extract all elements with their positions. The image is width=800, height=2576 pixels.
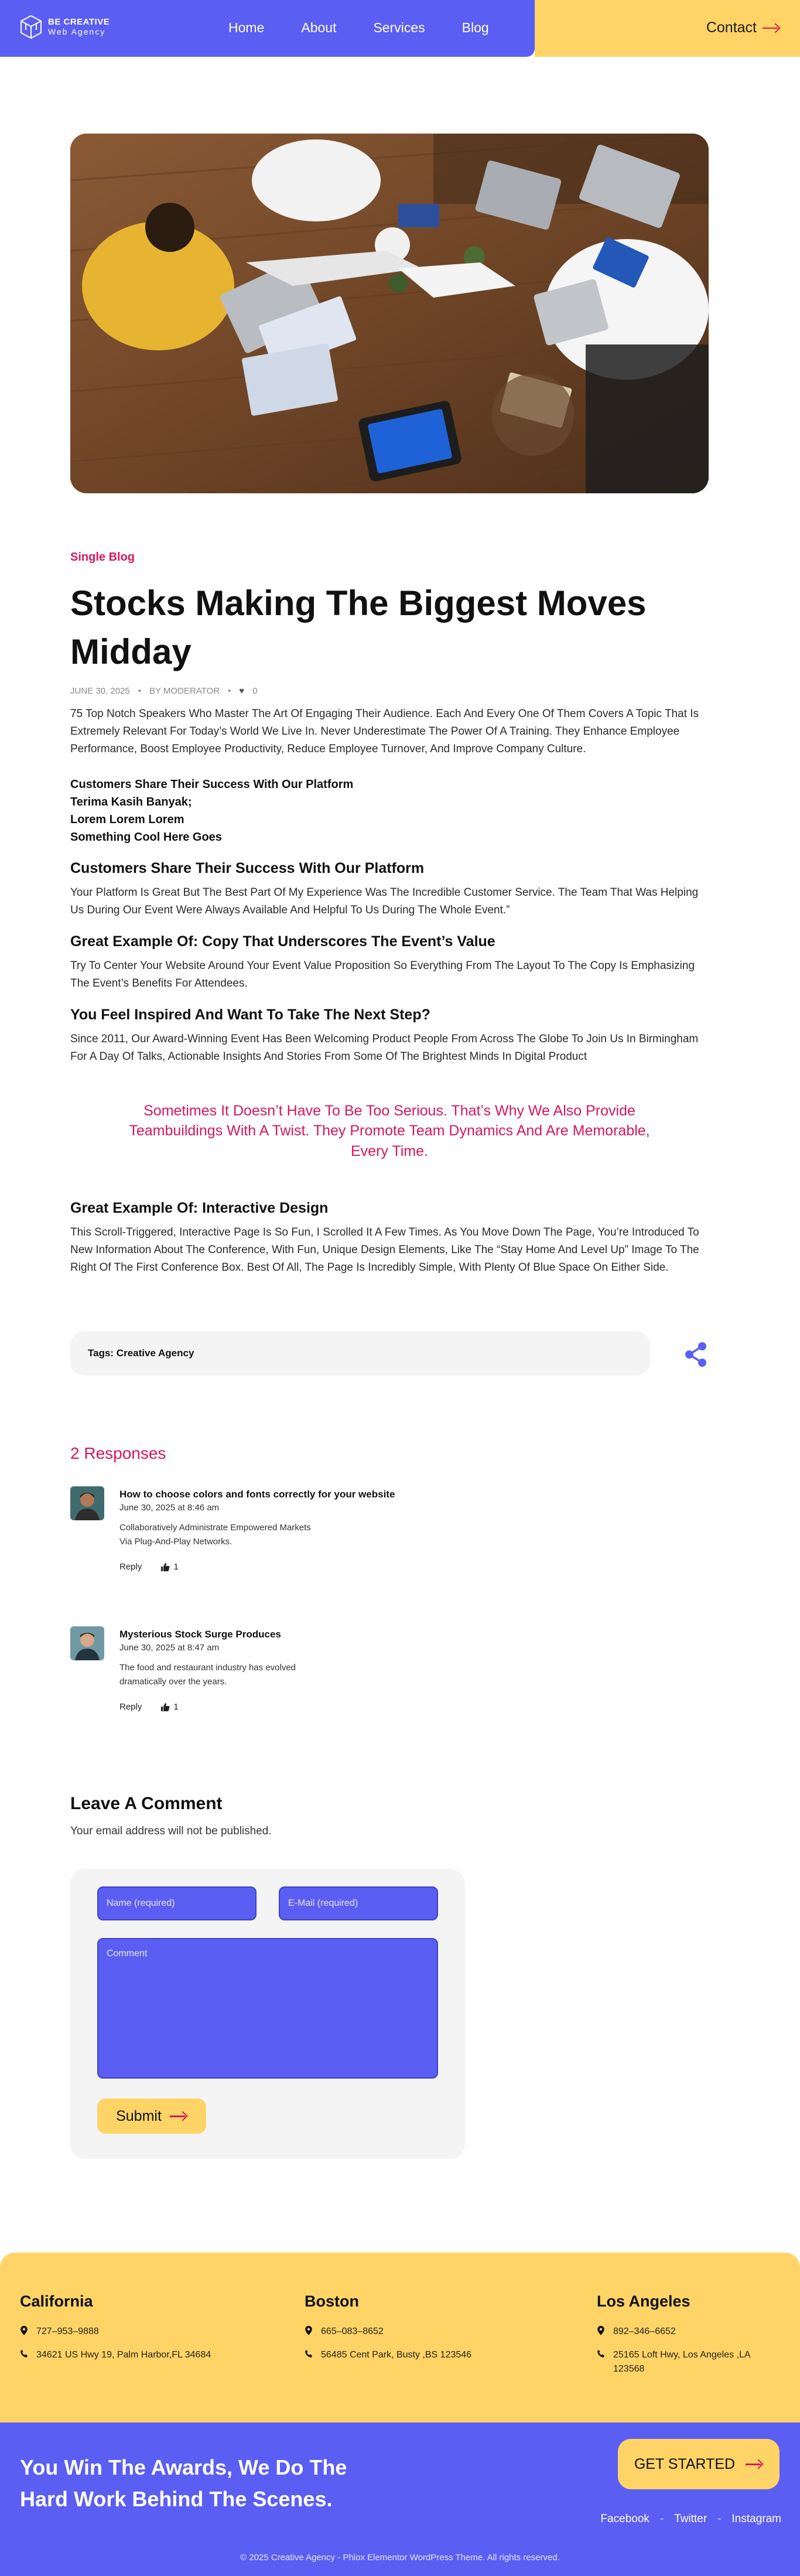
article-meta (70, 686, 709, 696)
phone-icon (20, 2349, 28, 2359)
section-text: Try To Center Your Website Around Your Event Value Proposition So Everything From The Layout To The Copy Is Emphasizing The Event’s Benefits For Attendees. (70, 959, 695, 990)
avatar (70, 1626, 104, 1660)
office-city: Los Angeles (597, 2292, 690, 2310)
arrow-right-icon (170, 2111, 187, 2121)
hero-image (70, 134, 709, 493)
thumbs-up-icon (160, 1562, 170, 1572)
bold-line: Lorem Lorem Lorem (70, 813, 184, 826)
footer-slogan: You Win The Awards, We Do The Hard Work Behind The Scenes. (20, 2455, 347, 2511)
bold-line: Terima Kasih Banyak; (70, 795, 192, 808)
bold-line: Customers Share Their Success With Our Platform (70, 777, 354, 791)
office-phone[interactable]: 727–953–9888 (36, 2326, 99, 2336)
location-pin-icon (597, 2326, 605, 2335)
avatar (70, 1486, 104, 1520)
office-phone[interactable]: 892–346–6652 (613, 2326, 676, 2336)
office-city: California (20, 2292, 93, 2310)
social-instagram[interactable]: Instagram (731, 2513, 781, 2525)
comment-date[interactable]: June 30, 2025 at 8:47 am (119, 1643, 220, 1653)
location-pin-icon (305, 2326, 313, 2335)
meta-separator: • (138, 685, 141, 696)
comment-form (70, 1869, 465, 2159)
meta-separator: • (228, 685, 231, 696)
office-phone[interactable]: 665–083–8652 (321, 2326, 384, 2336)
logo-cube-icon (20, 15, 42, 39)
section-heading: Great Example Of: Interactive Design (70, 1200, 329, 1217)
article-kicker: Single Blog (70, 551, 135, 564)
meeting-photo-illustration (70, 134, 709, 493)
article-intro: 75 Top Notch Speakers Who Master The Art Of Engaging Their Audience. Each And Every One Of Them Covers A Topic That Is Extremely Relevant For Today’s World We Live In. Never Underestimate The Power Of A Training. They Enhance Employee Performance, Boost Employee Productivity, Reduce Employee Turnover, And Improve Company Culture. (70, 707, 699, 755)
tags-label[interactable]: Tags: Creative Agency (88, 1347, 194, 1359)
office-california (20, 2292, 213, 2362)
pull-quote: Sometimes It Doesn’t Have To Be Too Serious. That’s Why We Also Provide Teambuildings With A Twist. They Promote Team Dynamics And Are Memorable, Every Time. (129, 1102, 650, 1159)
location-pin-icon (20, 2326, 28, 2335)
reply-button[interactable]: Reply (119, 1702, 142, 1712)
contact-label: Contact (706, 19, 757, 36)
section-heading: Customers Share Their Success With Our Platform (70, 859, 425, 876)
logo-title: BE CREATIVE (48, 17, 110, 28)
phone-icon (305, 2349, 313, 2359)
office-boston (305, 2292, 498, 2362)
main-nav (228, 20, 526, 36)
get-started-button[interactable] (618, 2439, 780, 2489)
name-input[interactable]: Name (required) (97, 1886, 257, 1920)
social-links (600, 2513, 781, 2526)
office-city: Boston (305, 2292, 359, 2310)
comment-text: Collaboratively Administrate Empowered Markets Via Plug-And-Play Networks. (119, 1523, 311, 1547)
section-text: Your Platform Is Great But The Best Part Of My Experience Was The Incredible Customer Service. The Team That Was Helping Us During Our Event Were Always Available And Helpful To Us During The Whole Event.” (70, 886, 699, 916)
office-address: 56485 Cent Park, Busty ,BS 123546 (321, 2350, 472, 2360)
office-address: 25165 Loft Hwy, Los Angeles ,LA 123568 (613, 2350, 750, 2374)
social-facebook[interactable]: Facebook (600, 2513, 649, 2525)
leave-comment-heading: Leave A Comment (70, 1794, 223, 1813)
like-count: 1 (173, 1702, 179, 1712)
bold-lines (70, 776, 709, 846)
email-input[interactable]: E-Mail (required) (279, 1886, 438, 1920)
share-icon[interactable] (684, 1342, 707, 1367)
footer-offices (0, 2253, 800, 2423)
logo[interactable] (20, 15, 110, 39)
article-author[interactable]: BY MODERATOR (149, 685, 220, 696)
heart-icon[interactable]: ♥ (239, 685, 245, 696)
social-separator: - (717, 2513, 722, 2525)
bold-line: Something Cool Here Goes (70, 830, 222, 844)
leave-comment-note: Your email address will not be published. (70, 1825, 272, 1837)
comment-text: The food and restaurant industry has evolved dramatically over the years. (119, 1663, 296, 1687)
like-button[interactable] (160, 1562, 178, 1572)
nav-blog[interactable]: Blog (461, 20, 489, 35)
submit-label: Submit (116, 2107, 162, 2124)
phone-icon (597, 2349, 605, 2359)
arrow-right-icon (763, 23, 780, 33)
contact-link[interactable] (706, 19, 780, 36)
social-twitter[interactable]: Twitter (674, 2513, 707, 2525)
office-address: 34621 US Hwy 19, Palm Harbor,FL 34684 (36, 2350, 211, 2360)
article-title: Stocks Making The Biggest Moves Midday (70, 584, 647, 671)
thumbs-up-icon (160, 1702, 170, 1712)
office-los-angeles (597, 2292, 772, 2376)
section-text: Since 2011, Our Award-Winning Event Has Been Welcoming Product People From Across The Globe To Join Us In Birmingham For A Day Of Talks, Actionable Insights And Stories From Some Of The Brightest Minds In Digital Product (70, 1032, 699, 1063)
section-text: This Scroll-Triggered, Interactive Page Is So Fun, I Scrolled It A Few Times. As You Move Down The Page, You’re Introduced To New Information About The Conference, With Fun, Unique Design Elements, Like The “Stay Home And Level Up” Image To The Right Of The First Conference Box. Best Of All, The Page Is Incredibly Simple, With Plenty Of Blue Space On Either Side. (70, 1226, 699, 1274)
section-heading: Great Example Of: Copy That Underscores The Event’s Value (70, 933, 495, 950)
header-contact-area (535, 0, 800, 57)
social-separator: - (659, 2513, 664, 2525)
like-count: 1 (173, 1562, 179, 1572)
blog-article (70, 551, 709, 1277)
logo-subtitle: Web Agency (48, 26, 106, 36)
submit-button[interactable] (97, 2099, 206, 2134)
site-header (0, 0, 800, 57)
tags-box (70, 1331, 650, 1376)
article-likes: 0 (252, 685, 258, 696)
comment-date[interactable]: June 30, 2025 at 8:46 am (119, 1503, 220, 1513)
section-heading: You Feel Inspired And Want To Take The Next Step? (70, 1006, 430, 1023)
responses-heading: 2 Responses (70, 1444, 166, 1462)
header-nav-area (0, 0, 535, 57)
nav-services[interactable]: Services (373, 20, 425, 35)
article-date[interactable]: JUNE 30, 2025 (70, 685, 130, 696)
reply-button[interactable]: Reply (119, 1562, 142, 1572)
get-started-label: GET STARTED (634, 2455, 736, 2472)
copyright: © 2025 Creative Agency - Phlox Elementor WordPress Theme. All rights reserved. (240, 2553, 560, 2563)
comment-title[interactable]: How to choose colors and fonts correctly for your website (119, 1489, 395, 1500)
nav-about[interactable]: About (301, 20, 337, 35)
like-button[interactable] (160, 1702, 178, 1712)
nav-home[interactable]: Home (228, 20, 265, 35)
arrow-right-icon (746, 2459, 763, 2469)
comment-title[interactable]: Mysterious Stock Surge Produces (119, 1629, 281, 1640)
user-avatar-icon (70, 1626, 104, 1660)
footer-cta (0, 2423, 800, 2576)
comment-textarea[interactable]: Comment (97, 1938, 438, 2079)
user-avatar-icon (70, 1486, 104, 1520)
